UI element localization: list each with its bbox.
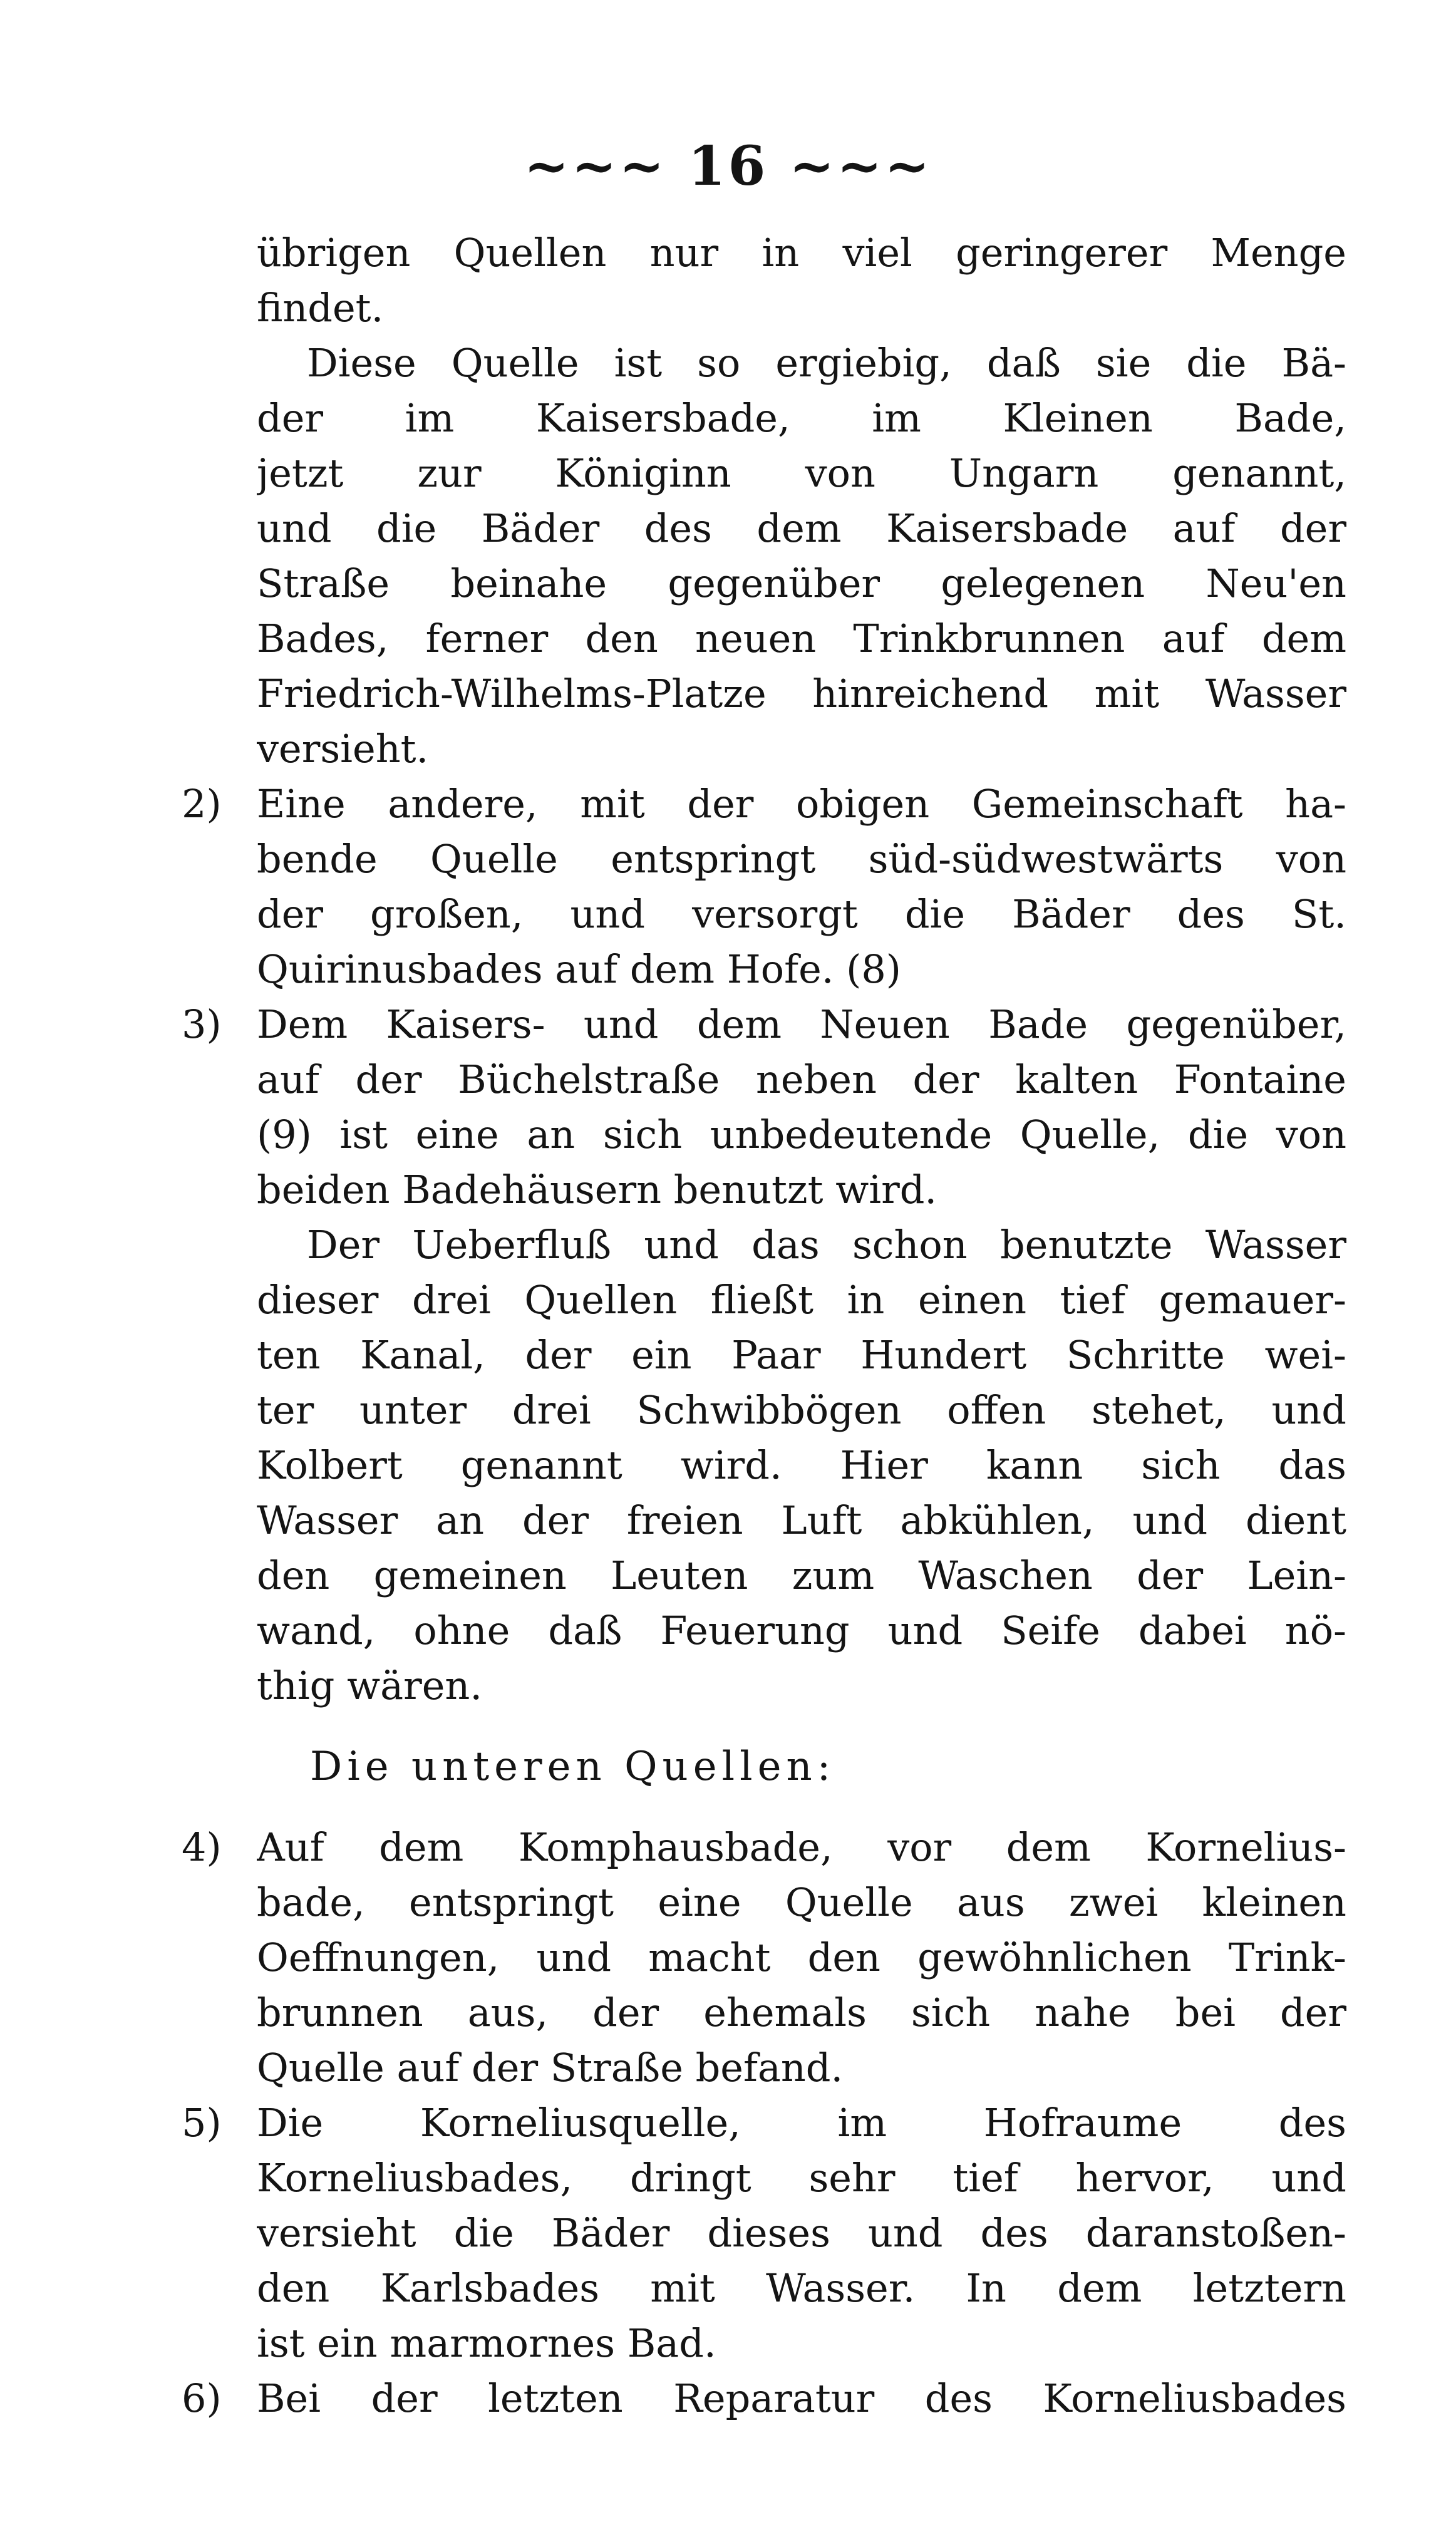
list-number: 5) (182, 2100, 222, 2146)
page-body (182, 225, 1346, 2426)
text-line: Korneliusbades, dringt sehr tief hervor, und (257, 2155, 1346, 2201)
text-line: Quirinusbades auf dem Hofe. (8) (257, 946, 901, 992)
text-line: der großen, und versorgt die Bäder des St. (257, 891, 1346, 937)
text-line: ten Kanal, der ein Paar Hundert Schritte wei- (257, 1332, 1346, 1378)
text-line: jetzt zur Königinn von Ungarn genannt, (257, 450, 1346, 496)
paragraph-continued (257, 225, 1346, 336)
text-line: übrigen Quellen nur in viel geringerer Menge (257, 230, 1346, 276)
paragraph-kolbert (257, 1217, 1346, 1713)
text-line: Auf dem Komphausbade, vor dem Kornelius- (257, 1824, 1346, 1870)
text-line: beiden Badehäusern benutzt wird. (257, 1167, 937, 1212)
list-number: 3) (182, 1001, 222, 1047)
text-line: und die Bäder des dem Kaisersbade auf der (257, 505, 1346, 551)
list-number: 2) (182, 781, 222, 827)
list-item-5 (182, 2095, 1346, 2371)
list-item-4 (182, 1820, 1346, 2095)
text-line: bade, entspringt eine Quelle aus zwei kleinen (257, 1879, 1346, 1925)
text-line: Diese Quelle ist so ergiebig, daß sie die Bä- (307, 340, 1346, 386)
text-line: findet. (257, 285, 384, 331)
text-line: Friedrich-Wilhelms-Platze hinreichend mit Wasser (257, 671, 1346, 716)
text-line: Bei der letzten Reparatur des Korneliusbades (257, 2375, 1346, 2421)
text-line: Oeffnungen, und macht den gewöhnlichen Trink- (257, 1935, 1346, 1980)
text-line: Die Korneliusquelle, im Hofraume des (257, 2100, 1346, 2146)
text-line: auf der Büchelstraße neben der kalten Fontaine (257, 1057, 1346, 1102)
text-line: Wasser an der freien Luft abkühlen, und dient (257, 1497, 1346, 1543)
text-line: Dem Kaisers- und dem Neuen Bade gegenüber, (257, 1001, 1346, 1047)
text-line: Der Ueberfluß und das schon benutzte Wasser (307, 1222, 1346, 1268)
text-line: (9) ist eine an sich unbedeutende Quelle, die von (257, 1112, 1346, 1157)
text-line: ter unter drei Schwibbögen offen stehet, und (257, 1387, 1346, 1433)
text-line: Kolbert genannt wird. Hier kann sich das (257, 1442, 1346, 1488)
text-line: der im Kaisersbade, im Kleinen Bade, (257, 395, 1346, 441)
list-item-3 (182, 997, 1346, 1217)
list-item-6 (182, 2371, 1346, 2426)
text-line: versieht. (257, 726, 429, 772)
text-line: Eine andere, mit der obigen Gemeinschaft ha- (257, 781, 1346, 827)
section-heading: Die unteren Quellen: (310, 1744, 836, 1790)
text-line: brunnen aus, der ehemals sich nahe bei der (257, 1990, 1346, 2035)
list-number: 4) (182, 1824, 222, 1870)
text-line: wand, ohne daß Feuerung und Seife dabei nö- (257, 1608, 1346, 1653)
text-line: thig wären. (257, 1663, 483, 1708)
text-line: ist ein marmornes Bad. (257, 2320, 716, 2366)
text-line: den gemeinen Leuten zum Waschen der Lein- (257, 1553, 1346, 1598)
page-header: ~~~ 16 ~~~ (524, 135, 932, 198)
text-line: Bades, ferner den neuen Trinkbrunnen auf dem (257, 616, 1346, 661)
text-line: den Karlsbades mit Wasser. In dem letztern (257, 2265, 1346, 2311)
text-line: Straße beinahe gegenüber gelegenen Neu'en (257, 561, 1346, 606)
text-line: Quelle auf der Straße befand. (257, 2045, 844, 2090)
text-line: dieser drei Quellen fließt in einen tief gemauer- (257, 1277, 1346, 1323)
text-line: bende Quelle entspringt süd-südwestwärts von (257, 836, 1346, 882)
text-line: versieht die Bäder dieses und des daranstoßen- (257, 2210, 1346, 2256)
list-number: 6) (182, 2375, 222, 2421)
paragraph-source-1 (257, 336, 1346, 777)
list-item-2 (182, 777, 1346, 997)
